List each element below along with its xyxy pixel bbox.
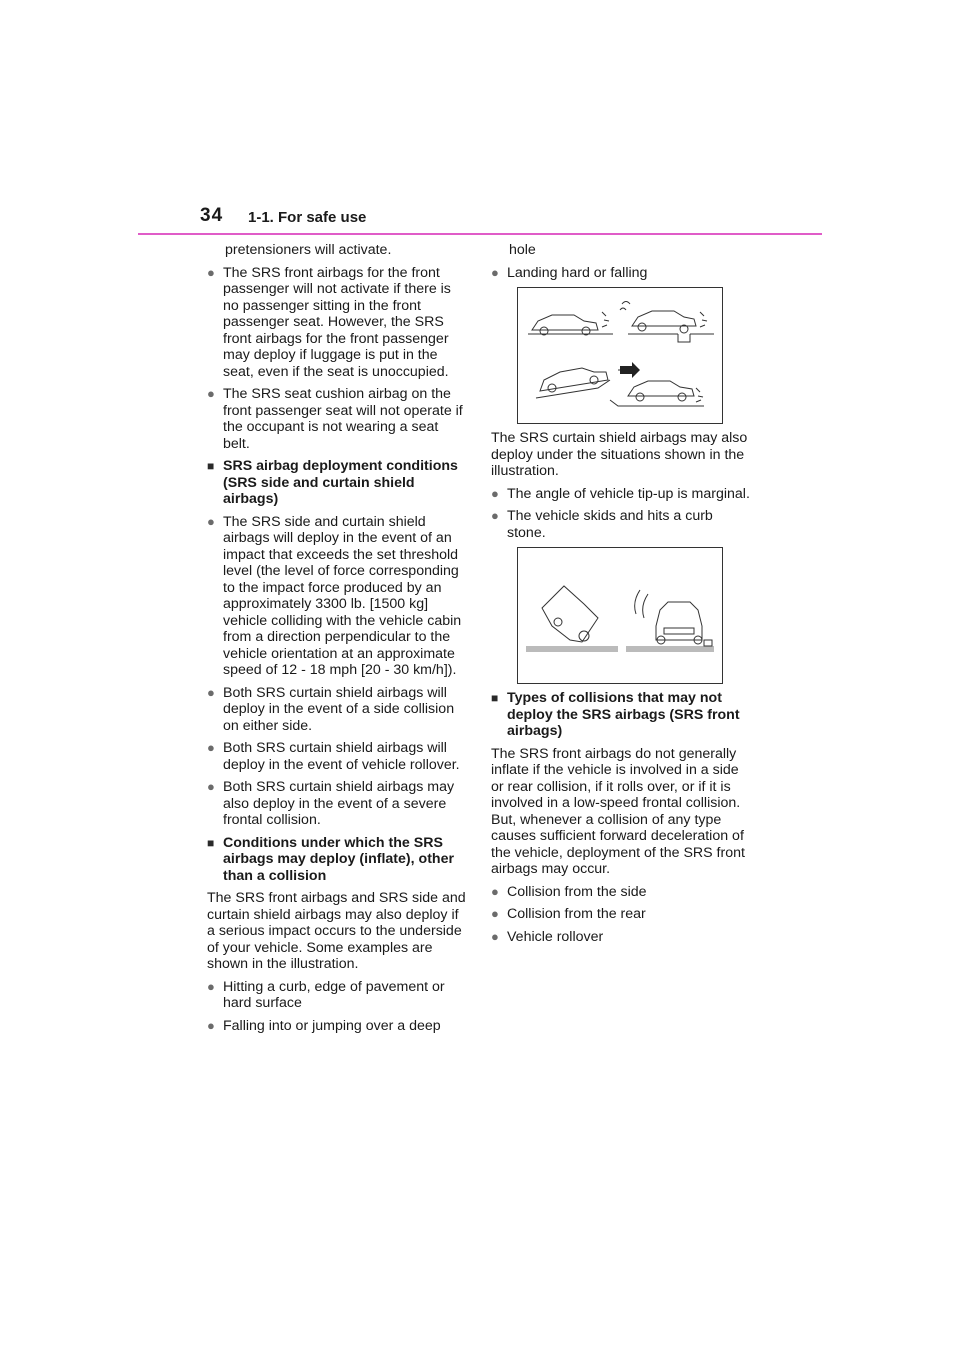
bullet-text: Landing hard or falling xyxy=(507,264,648,281)
bullet-icon: ● xyxy=(491,508,499,523)
bullet-threshold xyxy=(207,514,469,679)
bullet-passenger-airbag xyxy=(207,265,469,381)
heading-text: Conditions under which the SRS airbags may deploy (inflate), other than a collision xyxy=(223,834,454,884)
bullet-icon: ● xyxy=(491,485,499,501)
bullet-text: Falling into or jumping over a deep xyxy=(223,1017,441,1034)
bullet-side-collision xyxy=(207,685,469,735)
wheel-icon xyxy=(638,323,646,331)
section-title: 1-1. For safe use xyxy=(248,209,367,226)
illustration-underside-impacts xyxy=(517,287,723,424)
bullet-icon: ● xyxy=(207,684,215,700)
wheel-icon xyxy=(548,384,556,392)
heading-types-of-collisions xyxy=(491,690,753,740)
wheel-icon xyxy=(590,376,598,384)
bullet-deep-hole xyxy=(207,1018,469,1035)
bullet-text: Collision from the rear xyxy=(507,906,646,922)
bullet-icon: ● xyxy=(207,1017,215,1033)
bullet-icon: ● xyxy=(491,906,499,921)
wheel-icon xyxy=(636,393,644,401)
bullet-icon: ● xyxy=(207,740,215,755)
bullet-skid xyxy=(491,508,753,541)
bullet-seat-cushion xyxy=(207,386,469,452)
heading-square-icon: ■ xyxy=(207,459,215,473)
hole-shape xyxy=(678,334,690,342)
grille-shape xyxy=(664,628,694,634)
bullet-text: Both SRS curtain shield airbags may also deploy in the event of a severe frontal collision. xyxy=(223,779,455,828)
heading-square-icon: ■ xyxy=(207,835,215,850)
bullet-text: The angle of vehicle tip-up is marginal. xyxy=(507,485,750,502)
bullet-icon: ● xyxy=(207,386,215,401)
continued-text: hole xyxy=(509,242,536,258)
bullet-icon: ● xyxy=(207,513,215,529)
bullet-rollover xyxy=(207,740,469,773)
heading-text: SRS airbag deployment conditions (SRS side and curtain shield airbags) xyxy=(223,458,458,507)
curb-stone xyxy=(704,640,712,646)
bullet-angle xyxy=(491,486,753,503)
bullet-landing xyxy=(491,265,753,282)
car-icon xyxy=(632,311,696,326)
left-column xyxy=(207,242,469,1040)
arrow-icon xyxy=(620,362,640,378)
wheel-icon xyxy=(554,618,562,626)
motion-lines-icon xyxy=(635,590,648,618)
bullet-text: Hitting a curb, edge of pavement or hard surface xyxy=(223,978,445,1011)
impact-burst-icon xyxy=(700,312,707,327)
ground-strip xyxy=(526,646,618,652)
right-column xyxy=(491,242,753,951)
continued-text: pretensioners will activate. xyxy=(225,242,392,258)
car-icon xyxy=(542,586,598,642)
heading-other-conditions xyxy=(207,835,469,885)
bullet-text: Vehicle rollover xyxy=(507,928,604,945)
impact-burst-icon xyxy=(602,312,609,327)
bullet-text: Both SRS curtain shield airbags will deploy in the event of vehicle rollover. xyxy=(223,740,460,773)
heading-text: Types of collisions that may not deploy the SRS airbags (SRS front airbags) xyxy=(507,690,740,739)
header-rule xyxy=(138,233,822,235)
bullet-curb xyxy=(207,979,469,1012)
paragraph-underside: The SRS front airbags and SRS side and curtain shield airbags may also deploy if a serious impact occurs to the underside of your vehicle. Some examples are shown in the illustration. xyxy=(207,890,466,972)
bullet-frontal xyxy=(207,779,469,829)
bullet-icon: ● xyxy=(491,264,499,280)
ground-line xyxy=(610,400,704,406)
car-impact-illustration xyxy=(518,288,722,423)
bullet-vehicle-rollover xyxy=(491,929,753,946)
ground-strip xyxy=(626,646,714,652)
bullet-icon: ● xyxy=(207,978,215,994)
page-header xyxy=(200,200,820,236)
bullet-text: The SRS seat cushion airbag on the front passenger seat will not operate if the occupant is not wearing a seat belt. xyxy=(223,386,463,452)
heading-square-icon: ■ xyxy=(491,691,499,705)
bullet-collision-side xyxy=(491,884,753,901)
paragraph-curtain: The SRS curtain shield airbags may also deploy under the situations shown in the illustration. xyxy=(491,430,748,479)
motion-lines-icon xyxy=(620,302,630,311)
bullet-collision-rear xyxy=(491,906,753,923)
page-number: 34 xyxy=(200,205,224,226)
bullet-icon: ● xyxy=(207,264,215,280)
ramp-line xyxy=(536,380,610,398)
bullet-text: The SRS side and curtain shield airbags will deploy in the event of an impact that exceeds the set threshold level (the level of force corresponding to the impact force produced by an approximately 3300 lb. [1500 kg] vehicle colliding with the vehicle cabin from a direction perpendicular to the vehicle orientation at an approximate speed of 12 - 18 mph [20 - 30 km/h]). xyxy=(223,513,462,678)
bullet-icon: ● xyxy=(207,779,215,794)
paragraph-types: The SRS front airbags do not generally inflate if the vehicle is involved in a side or rear collision, if it rolls over, or if it is involved in a low-speed frontal collision. But, whenever a collision of any type causes sufficient forward deceleration of the vehicle, deployment of the SRS front airbags may occur. xyxy=(491,745,745,877)
bullet-icon: ● xyxy=(491,883,499,899)
heading-deployment-conditions xyxy=(207,458,469,508)
bullet-text: The SRS front airbags for the front passenger will not activate if there is no passenger sitting in the front passenger seat. However, the SRS front airbags for the front passenger may deploy if luggage is put in the seat, even if the seat is unoccupied. xyxy=(223,264,451,380)
bullet-icon: ● xyxy=(491,928,499,944)
car-tipup-illustration xyxy=(518,548,722,683)
bullet-text: Collision from the side xyxy=(507,883,647,900)
bullet-text: Both SRS curtain shield airbags will deploy in the event of a side collision on either side. xyxy=(223,684,455,734)
bullet-text: The vehicle skids and hits a curb stone. xyxy=(507,508,713,541)
illustration-tipup-skid xyxy=(517,547,723,684)
wheel-icon xyxy=(678,393,686,401)
impact-burst-icon xyxy=(696,388,703,402)
